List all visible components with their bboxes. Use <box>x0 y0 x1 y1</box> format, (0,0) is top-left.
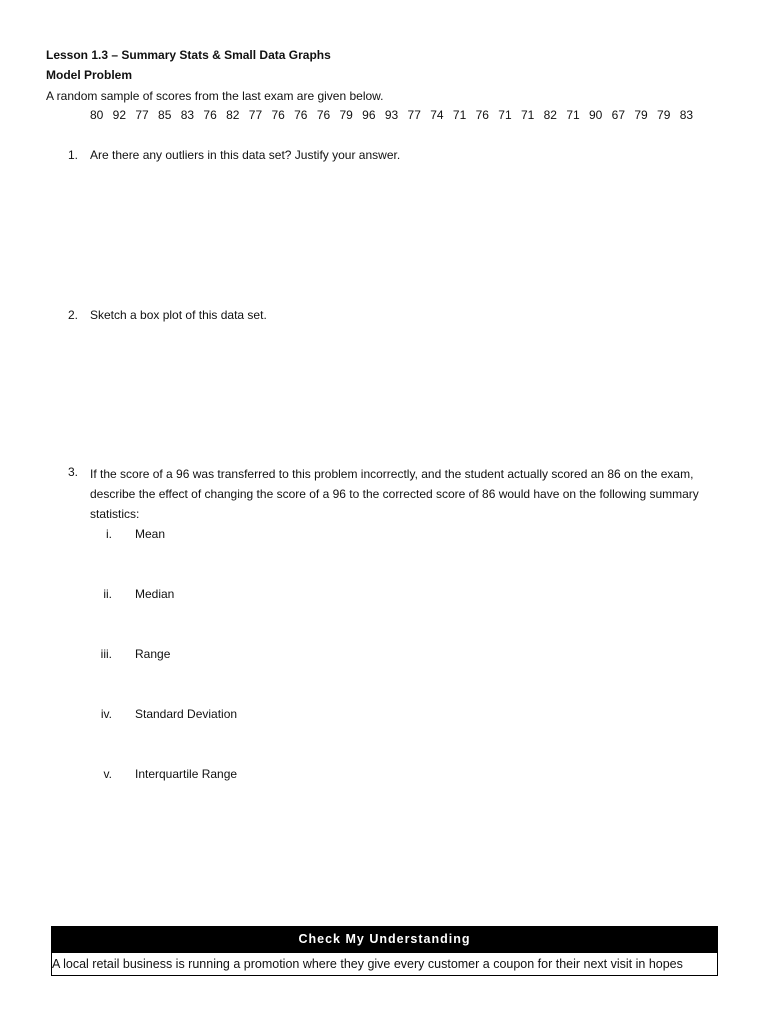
sub-item-range: Range <box>135 647 171 661</box>
sub-item-standard-deviation: Standard Deviation <box>135 707 238 721</box>
section-title: Model Problem <box>46 68 133 82</box>
sub-item-iii-number: iii. <box>100 647 112 661</box>
sub-item-iv-number: iv. <box>100 707 112 721</box>
sub-item-v-number: v. <box>103 767 112 781</box>
sub-item-ii-number: ii. <box>103 587 112 601</box>
sub-item-i-number: i. <box>106 527 112 541</box>
question-2-text: Sketch a box plot of this data set. <box>90 308 267 322</box>
question-1-text: Are there any outliers in this data set? Justify your answer. <box>90 148 401 162</box>
sub-item-median: Median <box>135 587 175 601</box>
check-understanding-text: A local retail business is running a promotion where they give every customer a coupon for their next visit in hopes <box>51 953 718 976</box>
sub-item-mean: Mean <box>135 527 166 541</box>
intro-text: A random sample of scores from the last exam are given below. <box>46 89 384 103</box>
question-1-number: 1. <box>67 148 78 162</box>
lesson-title: Lesson 1.3 – Summary Stats & Small Data Graphs <box>46 48 331 62</box>
question-3-text: If the score of a 96 was transferred to this problem incorrectly, and the student actually scored an 86 on the exam, describe the effect of changing the score of a 96 to the corrected score of 86 would have on the following summary statistics: <box>90 467 699 521</box>
check-understanding-header: Check My Understanding <box>51 926 718 953</box>
sub-item-interquartile-range: Interquartile Range <box>135 767 238 781</box>
question-2-number: 2. <box>67 308 78 322</box>
data-values: 80 92 77 85 83 76 82 77 76 76 76 79 96 93 77 74 71 76 71 71 82 71 90 67 79 79 83 <box>90 108 694 122</box>
question-3-number: 3. <box>67 465 78 479</box>
